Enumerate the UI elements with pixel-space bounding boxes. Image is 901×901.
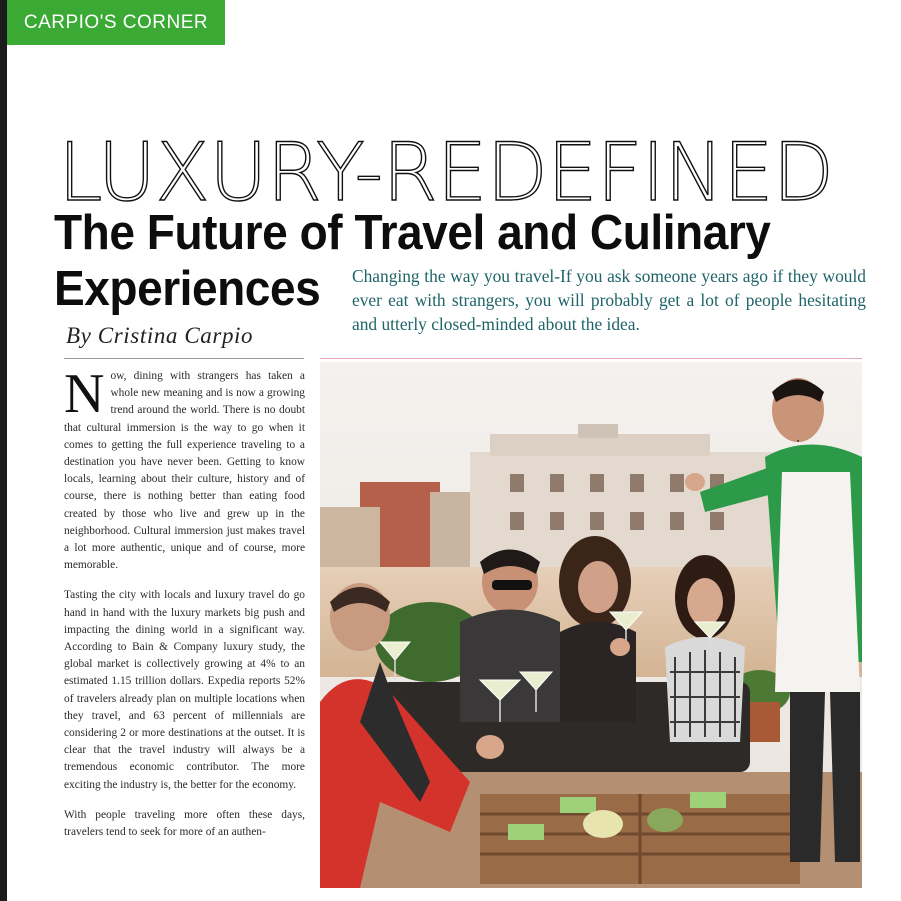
body-paragraph-1	[64, 363, 305, 574]
rooftop-dining-photo	[320, 362, 862, 888]
body-paragraph-1-text: ow, dining with strangers has taken a whole new meaning and is now a growing trend around the world. There is no doubt that cultural immersion is the way to go when it comes to getting the full experience traveling to a destination you have never been. Getting to know locals, learning about their culture, history and of course, there is nothing better than eating food created by those who live and grew up in the neighborhood. Cultural immersion just makes travel a lot more authentic, unique and of course, more memorable.	[64, 370, 305, 572]
article-dek: Changing the way you travel-If you ask someone years ago if they would ever eat with strangers, you will probably get a lot of people hesitating and utterly closed-minded about the idea.	[352, 266, 866, 334]
byline: By Cristina Carpio	[66, 323, 254, 348]
body-paragraph-2: Tasting the city with locals and luxury travel do go hand in hand with the luxury markets big push and impacting the dining world in a significant way. According to Bain & Company luxury study, the global market is collectively growing at 4% to an estimated 1.15 trillion dollars. Expedia reports 52% of travelers already plan on multiple locations when they travel, and 63 percent of millennials are considering 2 or more destinations at the outset. It is clear that the travel industry will always be a tremendous economic contributor. The more exciting the industry is, the better for the economy.	[64, 589, 305, 791]
photo-illustration	[320, 362, 862, 888]
byline-divider	[64, 358, 304, 359]
drop-cap: N	[64, 363, 105, 425]
section-tag: CARPIO'S CORNER	[7, 0, 225, 45]
body-paragraph-3: With people traveling more often these days, travelers tend to seek for more of an authen-	[64, 808, 305, 839]
photo-divider	[320, 358, 862, 359]
subheadline-line-1: The Future of Travel and Culinary	[54, 206, 771, 260]
page-binding-edge	[0, 0, 7, 901]
article-body	[64, 363, 305, 854]
subheadline-line-2: Experiences	[54, 262, 321, 316]
headline: LUXURY-REDEFINED	[58, 126, 834, 219]
